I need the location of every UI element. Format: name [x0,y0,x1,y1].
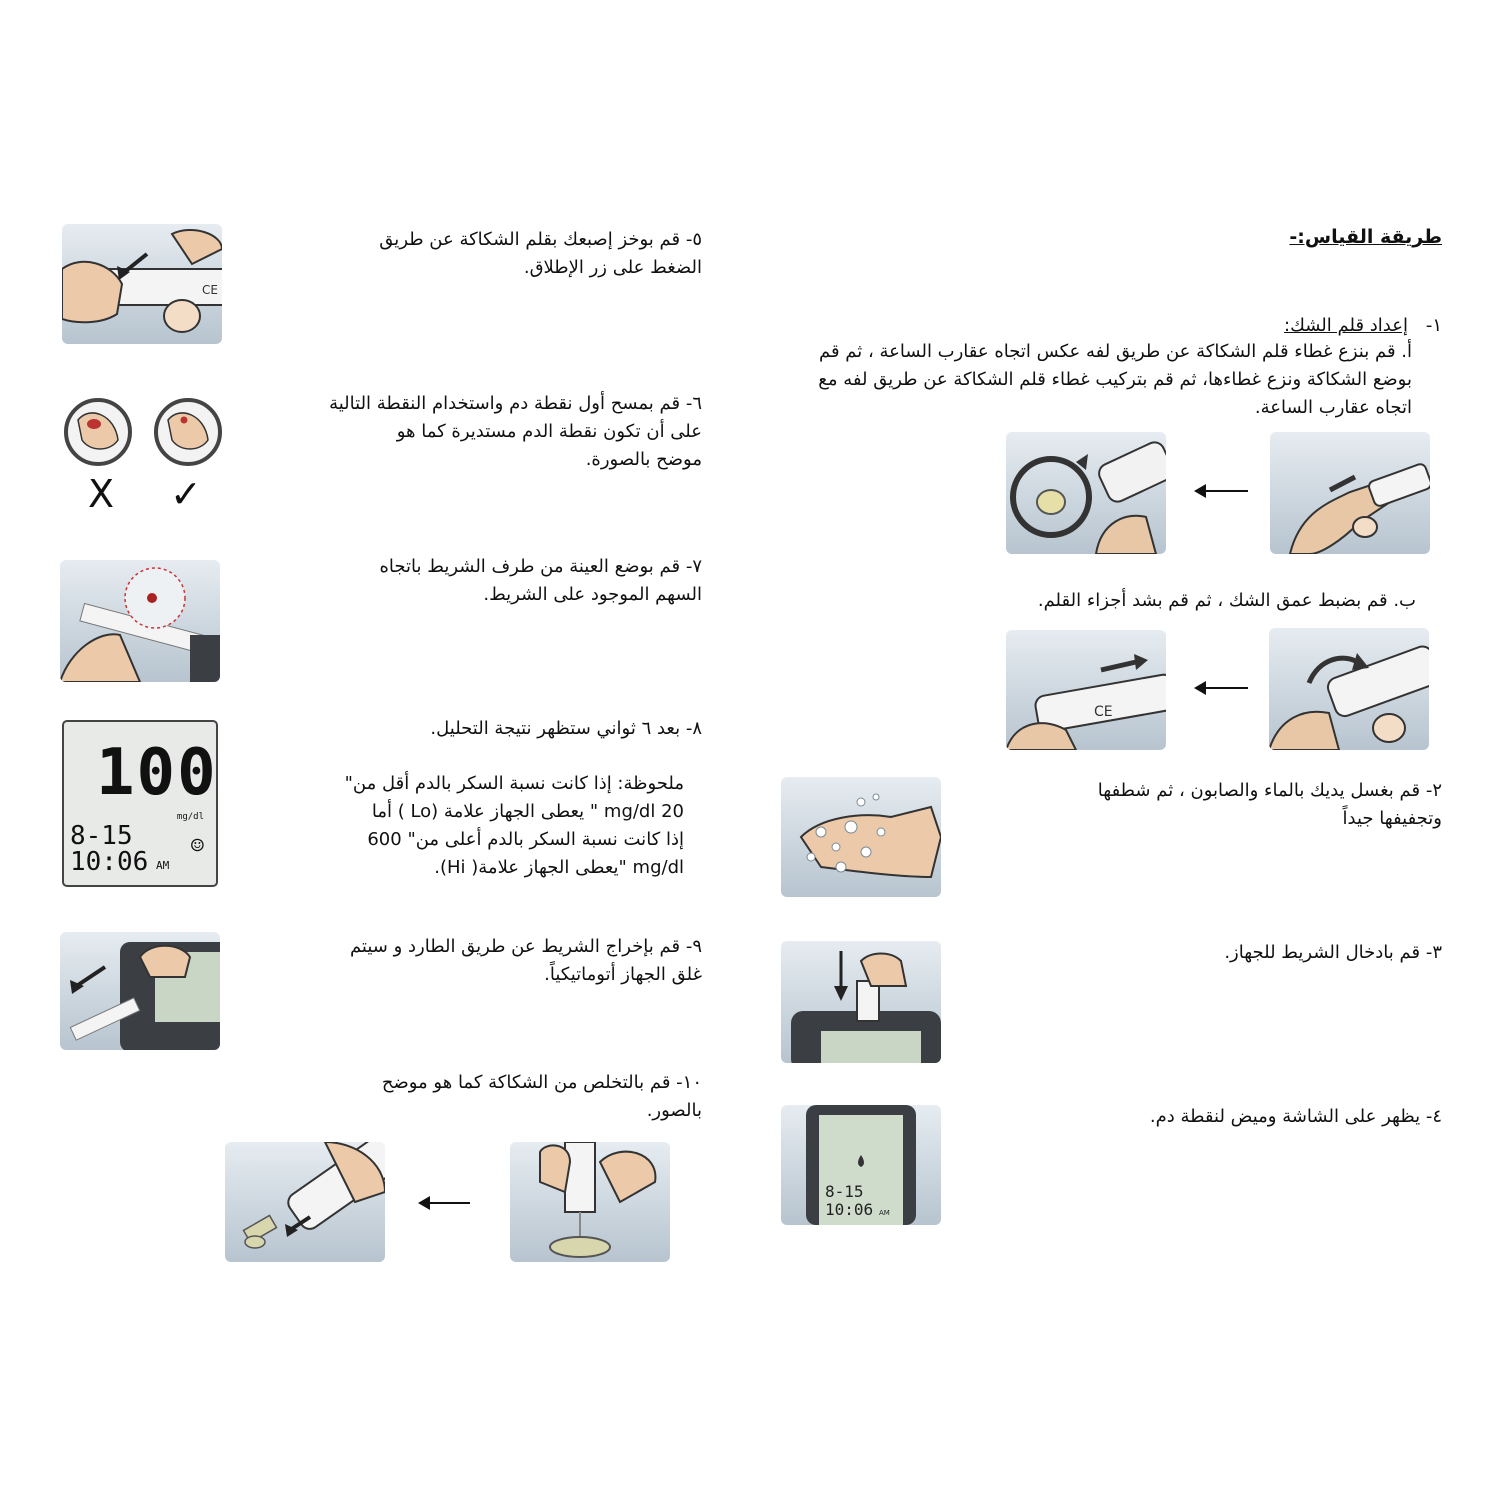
step-5-text: ٥- قم بوخز إصبعك بقلم الشكاكة عن طريق الضغط على زر الإطلاق. [379,229,702,278]
step-1a-text: أ. قم بنزع غطاء قلم الشكاكة عن طريق لفه عكس اتجاه عقارب الساعة ، ثم قم بوضع الشكاكة ونزع غطاءها، ثم قم بتركيب غطاء قلم الشكاكة عن طريق لفه مع اتجاه عقارب الساعة. [818,341,1412,418]
discard-lancet-image [510,1142,670,1262]
step-1a-arrow [1196,490,1248,492]
lancet-remove-cap-image [1270,432,1430,554]
smiley-icon: ☺ [190,834,204,859]
lancet-insert-image [1006,432,1166,554]
wrong-mark: X [88,472,115,516]
finger-prick-image [62,224,222,344]
blood-drop-comparison [60,390,230,520]
svg-text:CE: CE [202,283,218,297]
step-4-text: ٤- يظهر على الشاشة وميض لنقطة دم. [1149,1106,1442,1127]
step-6-text: ٦- قم بمسح أول نقطة دم واستخدام النقطة التالية على أن تكون نقطة الدم مستديرة كما هو موضح بالصورة. [329,393,702,470]
glucose-reading: 100 [96,736,218,810]
step-1-number: ١- [1425,315,1442,336]
step-3-text: ٣- قم بادخال الشريط للجهاز. [1224,942,1442,963]
step-8-text: ٨- بعد ٦ ثواني ستظهر نتيجة التحليل. [430,718,702,739]
hand-washing-image [781,777,941,897]
glucose-unit: mg/dl [176,812,204,822]
step-2-text: ٢- قم بغسل يديك بالماء والصابون ، ثم شطفها وتجفيفها جيداً [1097,780,1442,829]
meter-small-time: 10:06 [825,1200,874,1219]
eject-strip-image [60,932,220,1050]
apply-blood-image [60,560,220,682]
step-9-text: ٩- قم بإخراج الشريط عن طريق الطارد و سيتم غلق الجهاز أتوماتيكياً. [349,936,702,985]
ce-icon: CE [1094,704,1113,720]
step-1-title: إعداد قلم الشك: [1284,315,1408,336]
meter-time: 10:06 [70,847,149,877]
step-1b-arrow [1196,687,1248,689]
step-10-text: ١٠- قم بالتخلص من الشكاكة كما هو موضح بالصور. [381,1072,702,1121]
low-high-note: ملحوظة: إذا كانت نسبة السكر بالدم أقل من" 20 mg/dl " يعطى الجهاز علامة (Lo ) أما إذا كانت نسبة السكر بالدم أعلى من" 600 mg/dl "يعطى الجهاز علامة( Hi). [344,773,684,878]
page-title: طريقة القياس:- [1289,226,1442,248]
step-1b-text: ب. قم بضبط عمق الشك ، ثم قم بشد أجزاء القلم. [1037,590,1416,611]
meter-small-ampm: AM [879,1209,890,1217]
meter-small-date: 8-15 [825,1182,864,1201]
lancet-pull-image [1006,630,1166,750]
meter-date: 8-15 [70,821,133,851]
lancet-eject-image [225,1142,385,1262]
step-7-text: ٧- قم بوضع العينة من طرف الشريط باتجاه السهم الموجود على الشريط. [379,556,702,605]
step-10-arrow [420,1202,470,1204]
meter-ampm: AM [156,859,170,872]
insert-strip-image [781,941,941,1063]
meter-result-display [62,720,218,887]
lancet-depth-adjust-image [1269,628,1429,750]
meter-blood-drop-image [781,1105,941,1225]
right-mark: ✓ [170,472,202,516]
smeared-drop [87,419,101,429]
round-drop [181,417,188,424]
